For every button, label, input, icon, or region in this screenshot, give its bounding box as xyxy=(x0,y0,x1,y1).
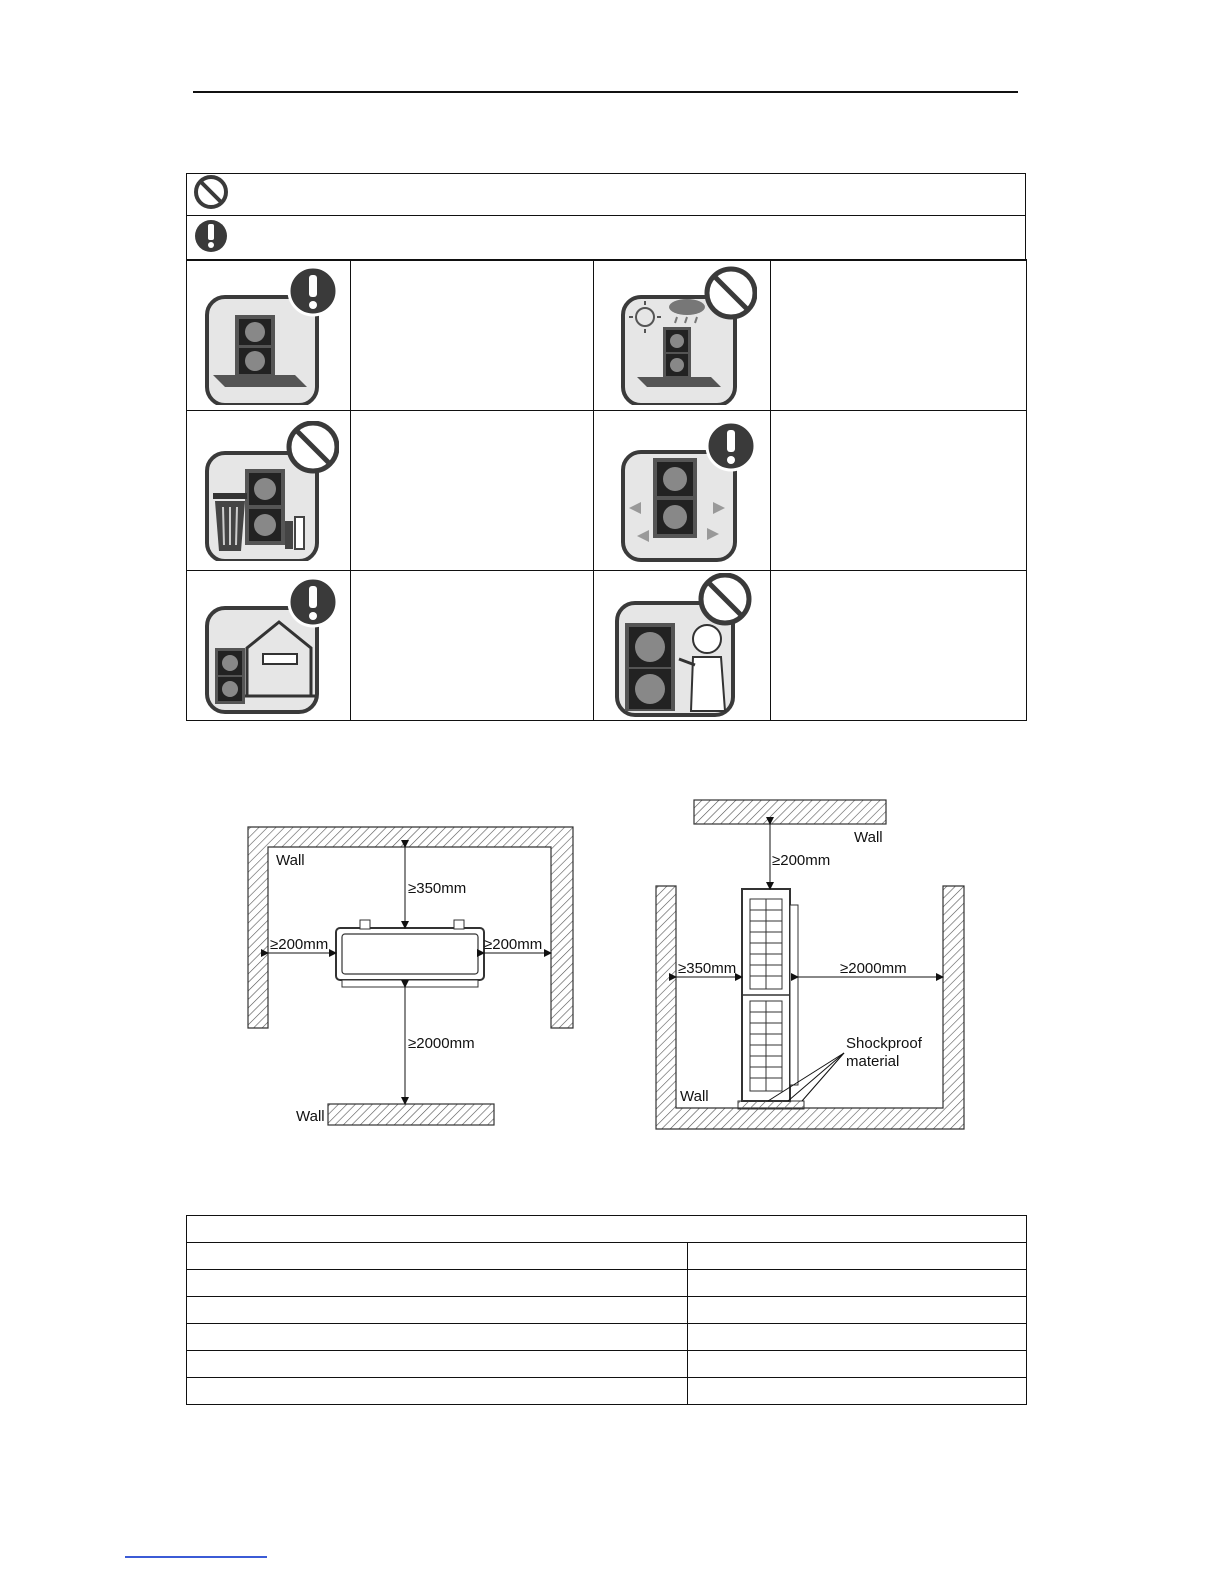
wall-label: Wall xyxy=(276,852,305,869)
clearance-label: ≥350mm xyxy=(678,960,737,977)
clearance-label: ≥2000mm xyxy=(840,960,907,977)
table-cell xyxy=(688,1243,1027,1270)
legend-row-prohibit xyxy=(187,174,1026,216)
side-view-diagram xyxy=(656,800,964,1129)
unit-ventilation-icon xyxy=(607,418,757,563)
table-cell xyxy=(187,1378,688,1405)
wall-label: Wall xyxy=(680,1088,709,1105)
description-cell xyxy=(351,411,594,571)
description-cell xyxy=(351,260,594,411)
unit-on-base-icon xyxy=(199,265,339,405)
description-cell xyxy=(351,571,594,721)
shockproof-pad xyxy=(738,1101,804,1109)
description-cell xyxy=(771,571,1027,721)
header-rule xyxy=(193,91,1018,93)
table-row xyxy=(187,1216,1027,1243)
table-cell xyxy=(688,1351,1027,1378)
pictogram-cell xyxy=(594,260,771,411)
table-cell xyxy=(688,1324,1027,1351)
table-cell xyxy=(187,1297,688,1324)
table-header-cell xyxy=(187,1216,1027,1243)
unit-in-sun-rain-icon xyxy=(607,265,757,405)
table-cell xyxy=(688,1297,1027,1324)
table-cell xyxy=(688,1270,1027,1297)
grid-row xyxy=(187,411,1027,571)
wall-hatch xyxy=(694,800,886,824)
unit-near-garbage-icon xyxy=(199,421,339,561)
clearance-diagrams xyxy=(240,795,980,1140)
description-cell xyxy=(771,411,1027,571)
pictogram-cell xyxy=(187,571,351,721)
clearance-label: ≥200mm xyxy=(270,936,329,953)
shockproof-label: Shockproof xyxy=(846,1035,922,1052)
clearance-label: ≥350mm xyxy=(408,880,467,897)
table-row xyxy=(187,1243,1027,1270)
table-row xyxy=(187,1270,1027,1297)
footer-link-underline[interactable] xyxy=(125,1556,267,1558)
table-cell xyxy=(187,1324,688,1351)
description-cell xyxy=(771,260,1027,411)
table-row xyxy=(187,1378,1027,1405)
table-cell xyxy=(187,1270,688,1297)
shockproof-label: material xyxy=(846,1053,900,1070)
table-row xyxy=(187,1324,1027,1351)
symbol-legend-table xyxy=(186,173,1026,261)
table-row xyxy=(187,1351,1027,1378)
installation-location-grid xyxy=(186,259,1027,721)
pictogram-cell xyxy=(594,571,771,721)
table-cell xyxy=(688,1378,1027,1405)
table-row xyxy=(187,1297,1027,1324)
prohibition-icon xyxy=(193,174,233,210)
pictogram-cell xyxy=(594,411,771,571)
legend-row-caution xyxy=(187,216,1026,261)
legend-cell xyxy=(187,174,1026,216)
pictogram-cell xyxy=(187,260,351,411)
clearance-label: ≥200mm xyxy=(772,852,831,869)
outdoor-unit-top xyxy=(336,928,484,980)
table-cell xyxy=(187,1351,688,1378)
unit-child-touch-icon xyxy=(607,573,757,718)
pictogram-cell xyxy=(187,411,351,571)
wall-label: Wall xyxy=(854,829,883,846)
table-cell xyxy=(187,1243,688,1270)
top-view-diagram xyxy=(248,827,573,1125)
grid-row xyxy=(187,260,1027,411)
wall-hatch xyxy=(328,1104,494,1125)
wall-label: Wall xyxy=(296,1108,325,1125)
unit-near-house-icon xyxy=(199,576,339,716)
clearance-label: ≥200mm xyxy=(484,936,543,953)
clearance-label: ≥2000mm xyxy=(408,1035,475,1052)
spec-table xyxy=(186,1215,1027,1405)
exclamation-icon xyxy=(193,217,233,255)
grid-row xyxy=(187,571,1027,721)
legend-cell xyxy=(187,216,1026,261)
